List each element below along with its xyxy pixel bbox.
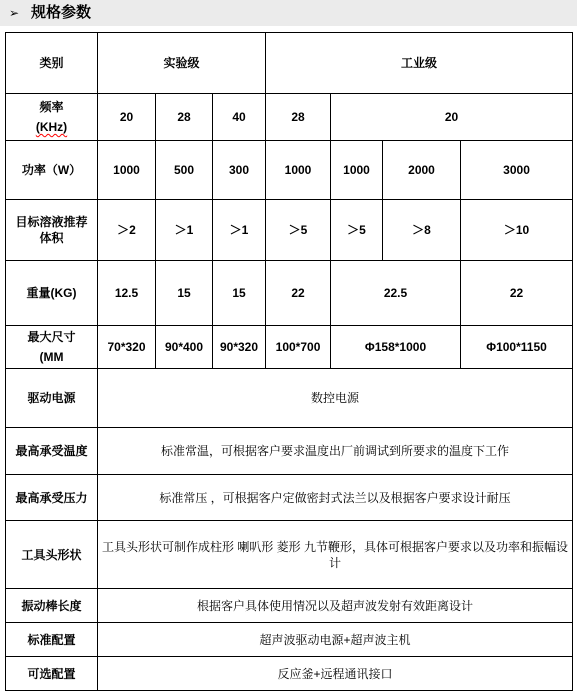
tool-head-shape-label: 工具头形状 bbox=[6, 521, 98, 589]
power-value: 3000 bbox=[461, 141, 573, 200]
volume-value: ＞1 bbox=[156, 200, 213, 261]
spec-row-probe-length bbox=[6, 589, 573, 623]
frequency-label-name: 频率 bbox=[39, 100, 64, 114]
section-title: 规格参数 bbox=[31, 4, 92, 21]
power-value: 1000 bbox=[331, 141, 383, 200]
spec-row-category bbox=[6, 33, 573, 94]
max-size-value: 70*320 bbox=[98, 326, 156, 369]
power-label: 功率（W） bbox=[6, 141, 98, 200]
spec-row-standard-config bbox=[6, 623, 573, 657]
lab-grade-header: 实验级 bbox=[98, 33, 266, 94]
industrial-grade-header: 工业级 bbox=[266, 33, 573, 94]
standard-config-label: 标准配置 bbox=[6, 623, 98, 657]
spec-row-max-pressure bbox=[6, 475, 573, 521]
probe-length-label: 振动棒长度 bbox=[6, 589, 98, 623]
volume-value: ＞8 bbox=[383, 200, 461, 261]
volume-value: ＞10 bbox=[461, 200, 573, 261]
section-header bbox=[0, 0, 577, 26]
spec-row-volume bbox=[6, 200, 573, 261]
max-size-value: 100*700 bbox=[266, 326, 331, 369]
power-supply-value: 数控电源 bbox=[98, 369, 573, 428]
weight-value: 22 bbox=[461, 261, 573, 326]
standard-config-value: 超声波驱动电源+超声波主机 bbox=[98, 623, 573, 657]
spec-row-tool-head-shape bbox=[6, 521, 573, 589]
weight-value: 22.5 bbox=[331, 261, 461, 326]
frequency-value: 28 bbox=[156, 94, 213, 141]
frequency-value: 20 bbox=[98, 94, 156, 141]
weight-value: 12.5 bbox=[98, 261, 156, 326]
weight-value: 15 bbox=[156, 261, 213, 326]
spec-row-power bbox=[6, 141, 573, 200]
power-value: 300 bbox=[213, 141, 266, 200]
category-header: 类别 bbox=[6, 33, 98, 94]
volume-value: ＞1 bbox=[213, 200, 266, 261]
max-size-value: Φ158*1000 bbox=[331, 326, 461, 369]
weight-value: 15 bbox=[213, 261, 266, 326]
spec-row-optional-config bbox=[6, 657, 573, 691]
spec-row-max-temperature bbox=[6, 428, 573, 475]
optional-config-value: 反应釜+远程通讯接口 bbox=[98, 657, 573, 691]
weight-value: 22 bbox=[266, 261, 331, 326]
max-pressure-value: 标准常压 ，可根据客户定做密封式法兰以及根据客户要求设计耐压 bbox=[98, 475, 573, 521]
frequency-value: 28 bbox=[266, 94, 331, 141]
volume-label: 目标溶液推荐体积 bbox=[6, 200, 98, 261]
power-value: 500 bbox=[156, 141, 213, 200]
spec-row-power-supply bbox=[6, 369, 573, 428]
frequency-label bbox=[6, 94, 98, 141]
power-supply-label: 驱动电源 bbox=[6, 369, 98, 428]
frequency-value: 20 bbox=[331, 94, 573, 141]
max-size-value: 90*400 bbox=[156, 326, 213, 369]
probe-length-value: 根据客户具体使用情况以及超声波发射有效距离设计 bbox=[98, 589, 573, 623]
power-value: 1000 bbox=[266, 141, 331, 200]
spec-table bbox=[5, 32, 573, 691]
power-value: 1000 bbox=[98, 141, 156, 200]
optional-config-label: 可选配置 bbox=[6, 657, 98, 691]
max-size-value: Φ100*1150 bbox=[461, 326, 573, 369]
frequency-value: 40 bbox=[213, 94, 266, 141]
volume-value: ＞2 bbox=[98, 200, 156, 261]
spec-table-body bbox=[6, 33, 573, 691]
spec-row-max-size bbox=[6, 326, 573, 369]
power-value: 2000 bbox=[383, 141, 461, 200]
weight-label: 重量(KG) bbox=[6, 261, 98, 326]
tool-head-shape-value: 工具头形状可制作成柱形 喇叭形 菱形 九节鞭形，具体可根据客户要求以及功率和振幅设计 bbox=[98, 521, 573, 589]
max-temperature-value: 标准常温，可根据客户要求温度出厂前调试到所要求的温度下工作 bbox=[98, 428, 573, 475]
max-temperature-label: 最高承受温度 bbox=[6, 428, 98, 475]
max-size-label-unit: (MM bbox=[39, 350, 64, 364]
max-size-label bbox=[6, 326, 98, 369]
frequency-label-unit: (KHz) bbox=[35, 120, 68, 134]
max-size-value: 90*320 bbox=[213, 326, 266, 369]
arrow-bullet-icon: ➢ bbox=[9, 6, 20, 20]
spec-row-frequency bbox=[6, 94, 573, 141]
max-pressure-label: 最高承受压力 bbox=[6, 475, 98, 521]
volume-value: ＞5 bbox=[331, 200, 383, 261]
spec-row-weight bbox=[6, 261, 573, 326]
max-size-label-name: 最大尺寸 bbox=[27, 330, 76, 344]
volume-value: ＞5 bbox=[266, 200, 331, 261]
